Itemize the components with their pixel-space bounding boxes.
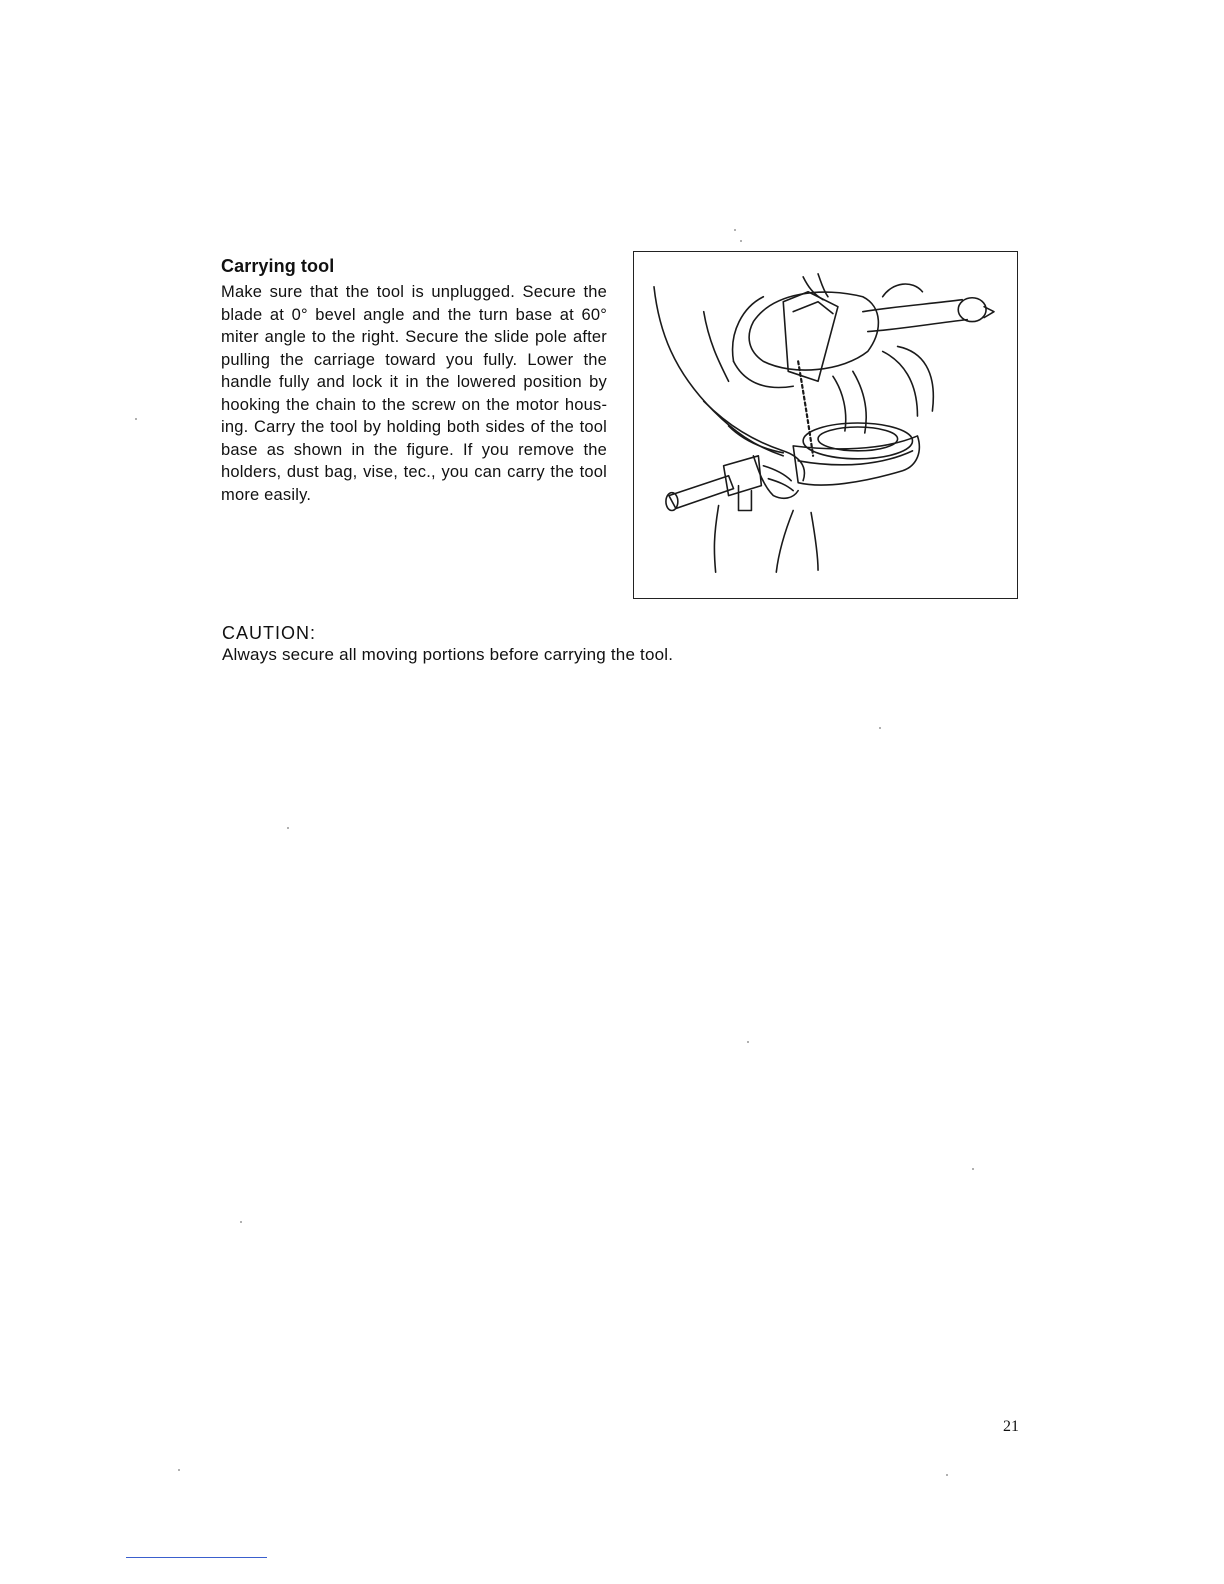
scan-speck (972, 1168, 974, 1170)
page-number: 21 (1003, 1418, 1019, 1435)
scan-speck (135, 418, 137, 420)
scan-speck (287, 827, 289, 829)
footer-rule (126, 1557, 267, 1558)
miter-saw-carrying-icon (634, 252, 1017, 598)
scan-speck (946, 1474, 948, 1476)
figure-frame (633, 251, 1018, 599)
caution-label: CAUTION: (222, 623, 317, 643)
scan-speck (178, 1469, 180, 1471)
carrying-instructions: Make sure that the tool is unplugged. Secure the blade at 0° bevel angle and the turn base at 60° miter angle to the right. Secure the slide pole after pulling the carriage toward you fully. Lower the handle fully and lock it in the lowered position by hooking the chain to the screw on the motor housing. Carry the tool by holding both sides of the tool base as shown in the figure. If you remove the holders, dust bag, vise, tec., you can carry the tool more easily. (221, 283, 607, 504)
scan-speck (740, 240, 742, 242)
scan-speck (734, 229, 736, 231)
scan-speck (879, 727, 881, 729)
section-heading: Carrying tool (221, 256, 335, 276)
scan-speck (747, 1041, 749, 1043)
scan-speck (240, 1221, 242, 1223)
caution-text: Always secure all moving portions before carrying the tool. (222, 645, 674, 664)
